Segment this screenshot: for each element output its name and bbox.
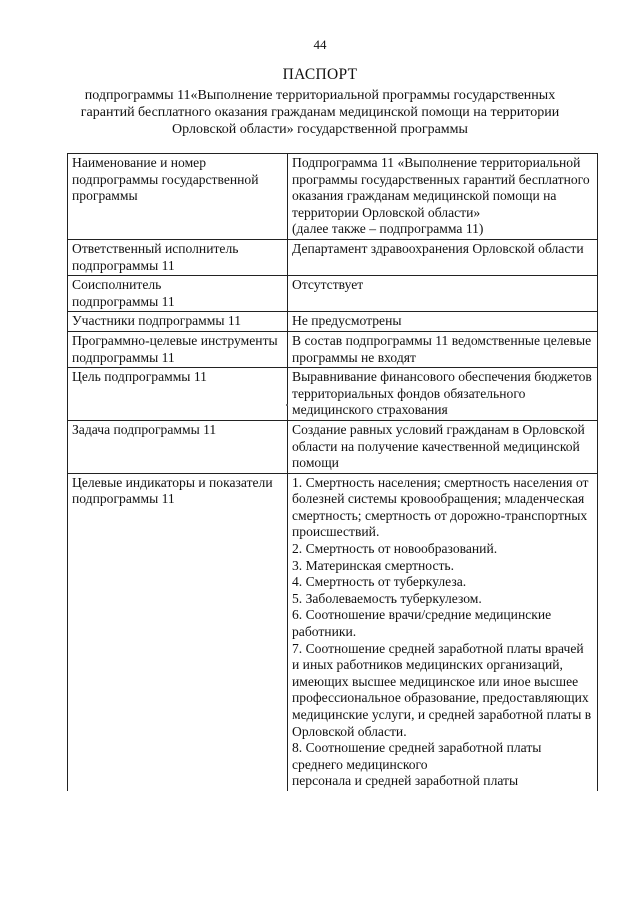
row-value: Отсутствует: [288, 276, 598, 312]
row-value: В состав подпрограммы 11 ведомственные целевые программы не входят: [288, 331, 598, 367]
table-row: [68, 239, 598, 275]
table-row: [68, 331, 598, 367]
document-title: ПАСПОРТ: [282, 66, 358, 83]
row-label: Соисполнитель подпрограммы 11: [68, 276, 288, 312]
passport-table: [67, 153, 598, 791]
row-label: Ответственный исполнитель подпрограммы 11: [68, 239, 288, 275]
row-label: Участники подпрограммы 11: [68, 312, 288, 332]
row-label: Целевые индикаторы и показатели подпрограммы 11: [68, 473, 288, 791]
row-label: Цель подпрограммы 11: [68, 368, 288, 421]
row-value: 1. Смертность населения; смертность населения от болезней системы кровообращения; младенческая смертность; смертность от дорожно-транспортных происшествий. 2. Смертность от новообразований. 3. Материнская смертность. 4. Смертность от туберкулеза. 5. Заболеваемость туберкулезом. 6. Соотношение врачи/средние медицинские работники. 7. Соотношение средней заработной платы врачей и иных работников медицинских организаций, имеющих высшее медицинское или иное высшее профессиональное образование, предоставляющих медицинские услуги, и средней заработной платы в Орловской области. 8. Соотношение средней заработной платы среднего медицинского персонала и средней заработной платы: [288, 473, 598, 791]
table-row: [68, 312, 598, 332]
document-subtitle: подпрограммы 11«Выполнение территориальной программы государственных гарантий бесплатного оказания гражданам медицинской помощи на территории Орловской области» государственной программы: [80, 88, 560, 137]
table-row: [68, 368, 598, 421]
row-value: Подпрограмма 11 «Выполнение территориальной программы государственных гарантий бесплатного оказания гражданам медицинской помощи на территории Орловской области» (далее также – подпрограмма 11): [288, 154, 598, 240]
table-row: [68, 473, 598, 791]
row-label: Наименование и номер подпрограммы государственной программы: [68, 154, 288, 240]
row-value: Создание равных условий гражданам в Орловской области на получение качественной медицинской помощи: [288, 420, 598, 473]
row-label: Задача подпрограммы 11: [68, 420, 288, 473]
page-number: 44: [313, 37, 327, 52]
table-row: [68, 276, 598, 312]
table-row: [68, 154, 598, 240]
row-label: Программно-целевые инструменты подпрограммы 11: [68, 331, 288, 367]
scan-speck: [286, 404, 288, 406]
row-value: Не предусмотрены: [288, 312, 598, 332]
row-value: Департамент здравоохранения Орловской области: [288, 239, 598, 275]
table-row: [68, 420, 598, 473]
row-value: Выравнивание финансового обеспечения бюджетов территориальных фондов обязательного медицинского страхования: [288, 368, 598, 421]
